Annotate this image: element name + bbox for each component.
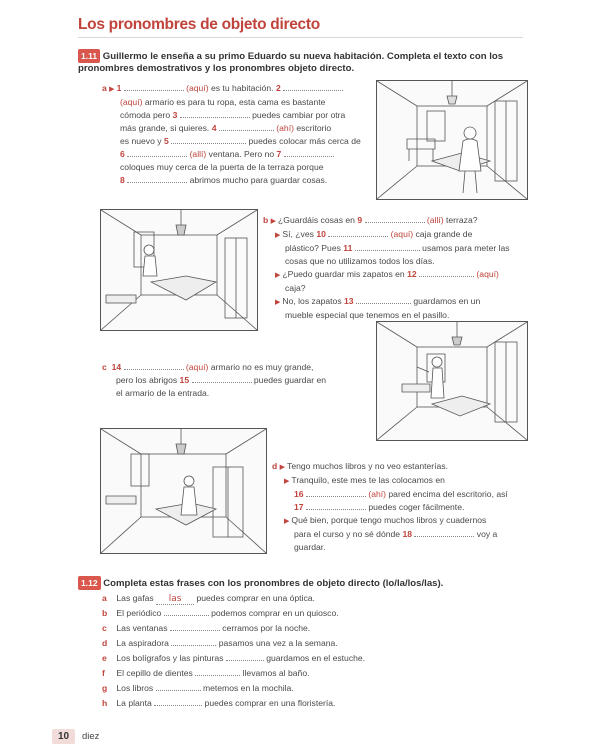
speaker-arrow-icon: ▶ bbox=[284, 478, 290, 485]
text: cosas que no utilizamos todos los días. bbox=[285, 256, 435, 266]
text: No, los zapatos bbox=[282, 296, 342, 306]
item-letter: f bbox=[102, 668, 105, 678]
instruction-text: Completa estas frases con los pronombres de objeto directo (lo/la/los/las). bbox=[103, 578, 444, 589]
blank-number: 4 bbox=[211, 123, 217, 133]
blank-number: 16 bbox=[294, 489, 304, 499]
text: puedes comprar en una floristería. bbox=[204, 698, 336, 708]
text: plástico? Pues bbox=[285, 243, 341, 253]
answer-blank[interactable] bbox=[284, 148, 334, 157]
text: La planta bbox=[116, 698, 152, 708]
answer-blank[interactable] bbox=[356, 295, 411, 304]
text: ¿Guardáis cosas en bbox=[278, 215, 355, 225]
item-letter-a: a bbox=[102, 83, 107, 93]
item-letter: c bbox=[102, 623, 107, 633]
blank-number: 11 bbox=[343, 243, 353, 253]
answer-blank[interactable] bbox=[419, 268, 474, 277]
text: Tengo muchos libros y no veo estanterías. bbox=[287, 461, 449, 471]
text: ¿Puedo guardar mis zapatos en bbox=[282, 269, 405, 279]
filled-answer: las bbox=[168, 594, 182, 604]
text: guardamos en el estuche. bbox=[266, 653, 366, 663]
answer-blank[interactable] bbox=[127, 174, 187, 183]
hint: (aquí) bbox=[120, 97, 143, 107]
text: pero los abrigos bbox=[116, 375, 178, 385]
blank-number: 3 bbox=[172, 110, 178, 120]
exercise-number-badge: 1.12 bbox=[78, 576, 101, 590]
blank-number: 2 bbox=[275, 83, 281, 93]
text: puedes colocar más cerca de bbox=[248, 136, 361, 146]
blank-number: 9 bbox=[357, 215, 363, 225]
text: ventana. Pero no bbox=[208, 149, 275, 159]
text: El cepillo de dientes bbox=[116, 668, 193, 678]
hint: (ahí) bbox=[368, 489, 387, 499]
blank-number: 6 bbox=[120, 149, 125, 159]
text: es nuevo y bbox=[120, 136, 162, 146]
blank-number: 13 bbox=[344, 296, 354, 306]
speaker-arrow-icon: ▶ bbox=[275, 299, 281, 306]
illustration-bedroom-girl bbox=[100, 209, 258, 331]
answer-blank[interactable] bbox=[365, 214, 425, 223]
answer-blank[interactable] bbox=[127, 148, 187, 157]
section-b-text bbox=[263, 214, 533, 322]
item-letter: e bbox=[102, 653, 107, 663]
answer-blank[interactable] bbox=[328, 228, 388, 237]
page-number: 10 bbox=[52, 729, 75, 744]
text: guardar. bbox=[294, 542, 326, 552]
answer-blank[interactable] bbox=[124, 361, 184, 370]
speaker-arrow-icon: ▶ bbox=[275, 272, 281, 279]
text: La aspiradora bbox=[116, 638, 169, 648]
bedroom-drawing-icon bbox=[377, 81, 527, 199]
text: más grande, si quieres. bbox=[120, 123, 210, 133]
blank-number: 8 bbox=[120, 175, 125, 185]
exercise-1-11-instruction bbox=[78, 49, 548, 75]
text: Los bolígrafos y las pinturas bbox=[116, 653, 224, 663]
text: mueble especial que tenemos en el pasillo. bbox=[285, 310, 450, 320]
answer-blank[interactable] bbox=[171, 135, 246, 144]
list-item bbox=[102, 666, 542, 681]
answer-blank[interactable] bbox=[156, 682, 201, 691]
answer-blank[interactable] bbox=[219, 122, 274, 131]
item-letter-b: b bbox=[263, 215, 269, 225]
illustration-bedroom-boy bbox=[376, 321, 528, 441]
text: Qué bien, porque tengo muchos libros y cuadernos bbox=[291, 515, 487, 525]
blank-number: 18 bbox=[402, 529, 413, 539]
answer-blank[interactable] bbox=[124, 82, 184, 91]
answer-blank[interactable] bbox=[156, 594, 194, 605]
speaker-arrow-icon: ▶ bbox=[284, 518, 290, 525]
text: pared encima del escritorio, así bbox=[388, 489, 508, 499]
blank-number: 14 bbox=[111, 362, 122, 372]
hint: (aquí) bbox=[185, 362, 209, 372]
text: puedes coger fácilmente. bbox=[368, 502, 465, 512]
answer-blank[interactable] bbox=[171, 637, 216, 646]
text: metemos en la mochila. bbox=[202, 683, 294, 693]
item-letter: b bbox=[102, 608, 108, 618]
page-number-word: diez bbox=[82, 731, 100, 742]
text: escritorio bbox=[296, 123, 332, 133]
item-letter: a bbox=[102, 593, 107, 603]
speaker-arrow-icon: ▶ bbox=[275, 232, 281, 239]
text: Las gafas bbox=[116, 593, 154, 603]
blank-number: 7 bbox=[276, 149, 282, 159]
list-item bbox=[102, 591, 542, 606]
answer-blank[interactable] bbox=[226, 652, 264, 661]
hint: (allí) bbox=[189, 149, 207, 159]
answer-blank[interactable] bbox=[154, 697, 202, 706]
text: Los libros bbox=[116, 683, 154, 693]
text: terraza? bbox=[446, 215, 478, 225]
text: voy a bbox=[476, 529, 498, 539]
text: caja? bbox=[285, 283, 306, 293]
answer-blank[interactable] bbox=[414, 528, 474, 537]
hint: (ahí) bbox=[276, 123, 294, 133]
text: abrimos mucho para guardar cosas. bbox=[189, 175, 328, 185]
section-c-text bbox=[102, 361, 372, 400]
section-a-text bbox=[102, 82, 372, 187]
blank-number: 5 bbox=[163, 136, 169, 146]
text: Sí, ¿ves bbox=[282, 229, 314, 239]
item-letter-c: c bbox=[102, 362, 107, 372]
bedroom-drawing-icon bbox=[377, 322, 527, 440]
text: coloques muy cerca de la puerta de la terraza porque bbox=[120, 162, 324, 172]
item-letter: g bbox=[102, 683, 108, 693]
text: armario no es muy grande, bbox=[210, 362, 314, 372]
text: armario es para tu ropa, esta cama es bastante bbox=[144, 97, 326, 107]
answer-blank[interactable] bbox=[192, 374, 252, 383]
page-title: Los pronombres de objeto directo bbox=[78, 16, 320, 33]
instruction-line-1: Guillermo le enseña a su primo Eduardo su nueva habitación. Completa el texto con los bbox=[102, 51, 504, 62]
hint: (aquí) bbox=[390, 229, 414, 239]
item-letter: d bbox=[102, 638, 108, 648]
blank-number: 10 bbox=[316, 229, 326, 239]
title-rule bbox=[78, 37, 523, 38]
list-item bbox=[102, 636, 542, 651]
blank-number: 1 bbox=[116, 83, 122, 93]
text: puedes comprar en una óptica. bbox=[196, 593, 315, 603]
text: puedes guardar en bbox=[253, 375, 327, 385]
text: usamos para meter las bbox=[422, 243, 510, 253]
blank-number: 12 bbox=[407, 269, 417, 279]
answer-blank[interactable] bbox=[283, 82, 343, 91]
answer-blank[interactable] bbox=[306, 501, 366, 510]
list-item bbox=[102, 681, 542, 696]
text: puedes cambiar por otra bbox=[252, 110, 346, 120]
exercise-1-12-list bbox=[102, 591, 542, 711]
text: guardamos en un bbox=[413, 296, 481, 306]
speaker-arrow-icon: ▶ bbox=[109, 86, 115, 93]
blank-number: 15 bbox=[179, 375, 190, 385]
list-item bbox=[102, 621, 542, 636]
text: cómoda pero bbox=[120, 110, 171, 120]
text: podemos comprar en un quiosco. bbox=[211, 608, 339, 618]
hint: (aquí) bbox=[186, 83, 209, 93]
text: llevamos al baño. bbox=[242, 668, 310, 678]
exercise-number-badge: 1.11 bbox=[78, 49, 100, 63]
answer-blank[interactable] bbox=[164, 607, 209, 616]
bedroom-drawing-icon bbox=[101, 429, 266, 553]
exercise-1-12-instruction bbox=[78, 576, 548, 590]
list-item bbox=[102, 651, 542, 666]
illustration-bedroom-man bbox=[376, 80, 528, 200]
text: para el curso y no sé dónde bbox=[294, 529, 401, 539]
bedroom-drawing-icon bbox=[101, 210, 257, 330]
blank-number: 17 bbox=[294, 502, 304, 512]
list-item bbox=[102, 696, 542, 711]
answer-blank[interactable] bbox=[355, 242, 420, 251]
text: cerramos por la noche. bbox=[222, 623, 311, 633]
section-d-text bbox=[272, 460, 542, 554]
text: pasamos una vez a la semana. bbox=[218, 638, 338, 648]
list-item bbox=[102, 606, 542, 621]
answer-blank[interactable] bbox=[170, 622, 220, 631]
hint: (aquí) bbox=[476, 269, 499, 279]
text: El periódico bbox=[116, 608, 162, 618]
speaker-arrow-icon: ▶ bbox=[270, 218, 277, 225]
speaker-arrow-icon: ▶ bbox=[279, 464, 286, 471]
illustration-bedroom-wardrobe bbox=[100, 428, 267, 554]
text: caja grande de bbox=[415, 229, 473, 239]
text: Tranquilo, este mes te las colocamos en bbox=[291, 475, 445, 485]
text: es tu habitación. bbox=[210, 83, 274, 93]
answer-blank[interactable] bbox=[306, 488, 366, 497]
answer-blank[interactable] bbox=[195, 667, 240, 676]
instruction-line-2: pronombres demostrativos y los pronombres objeto directo. bbox=[78, 63, 355, 74]
item-letter-d: d bbox=[272, 461, 278, 471]
text: Las ventanas bbox=[116, 623, 168, 633]
answer-blank[interactable] bbox=[180, 109, 250, 118]
item-letter: h bbox=[102, 698, 108, 708]
hint: (allí) bbox=[426, 215, 444, 225]
text: el armario de la entrada. bbox=[116, 388, 210, 398]
